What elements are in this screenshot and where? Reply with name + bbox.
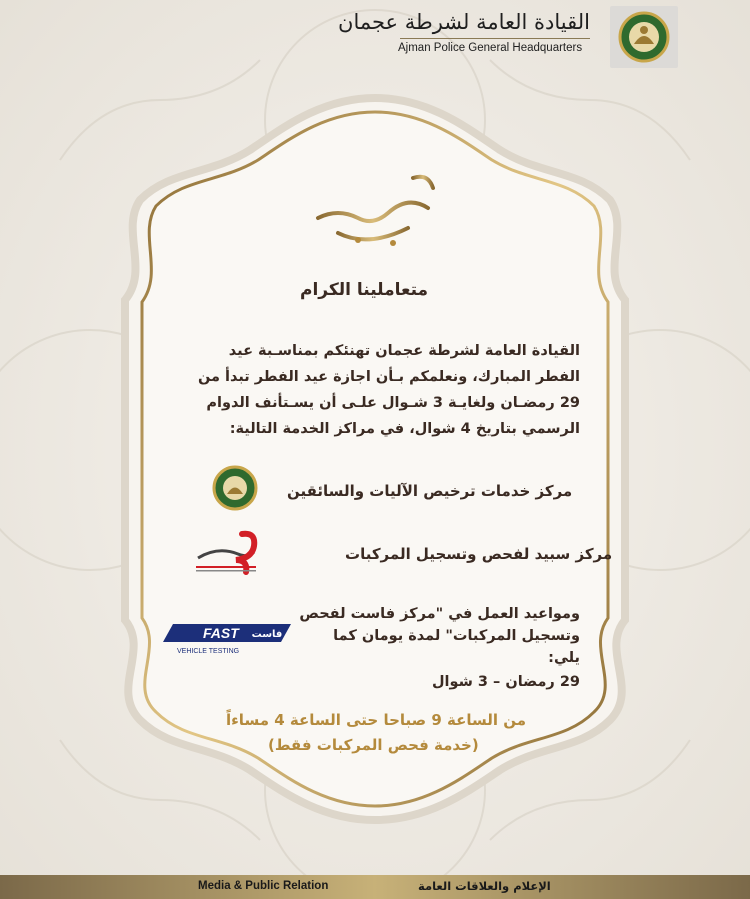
speed-center-logo xyxy=(190,528,270,576)
fast-center-logo xyxy=(163,622,295,656)
header-org-name-en: Ajman Police General Headquarters xyxy=(398,42,583,54)
paragraph-line: الرسمي بتاريخ 4 شوال، في مراكز الخدمة التالية: xyxy=(229,421,580,437)
paragraph-line: الفطر المبارك، ونعلمكم بـأن اجازة عيد الفطر تبدأ من xyxy=(197,369,580,385)
fast-dates: 29 رمضان – 3 شوال xyxy=(431,674,580,690)
fast-line: ومواعيد العمل في "مركز فاست لفحص xyxy=(299,606,580,622)
footer-bar xyxy=(0,875,750,899)
fast-logo-text: FAST xyxy=(203,625,239,641)
fast-logo-ar: فاست xyxy=(251,629,283,640)
greeting-heading: متعاملينا الكرام xyxy=(300,280,429,300)
header-divider xyxy=(400,38,590,39)
announcement-paragraph xyxy=(183,338,580,442)
police-emblem-logo xyxy=(610,6,678,68)
fast-line: وتسجيل المركبات" لمدة يومان كما يلي: xyxy=(333,628,580,666)
service-note: (خدمة فحص المركبات فقط) xyxy=(268,736,479,754)
working-hours: من الساعة 9 صباحا حتى الساعة 4 مساءاً xyxy=(226,711,527,729)
service-center-licensing: مركز خدمات ترخيص الآليات والسائقين xyxy=(287,482,573,500)
paragraph-line: القيادة العامة لشرطة عجمان تهنئكم بمناسـبة عيد xyxy=(228,343,580,359)
eid-mubarak-calligraphy xyxy=(298,148,448,258)
licensing-center-logo xyxy=(212,462,258,514)
fast-logo-sub: VEHICLE TESTING xyxy=(177,648,240,655)
paragraph-line: 29 رمضـان ولغايـة 3 شـوال علـى أن يسـتأنف الدوام xyxy=(206,395,580,411)
service-center-speed: مركز سبيد لفحص وتسجيل المركبات xyxy=(345,545,613,563)
footer-dept-ar: الإعلام والعلاقات العامة xyxy=(418,879,551,893)
header-org-name-ar: القيادة العامة لشرطة عجمان xyxy=(338,10,590,34)
fast-hours-description xyxy=(298,603,580,693)
header-bar xyxy=(0,0,750,74)
footer-dept-en: Media & Public Relation xyxy=(198,880,329,892)
